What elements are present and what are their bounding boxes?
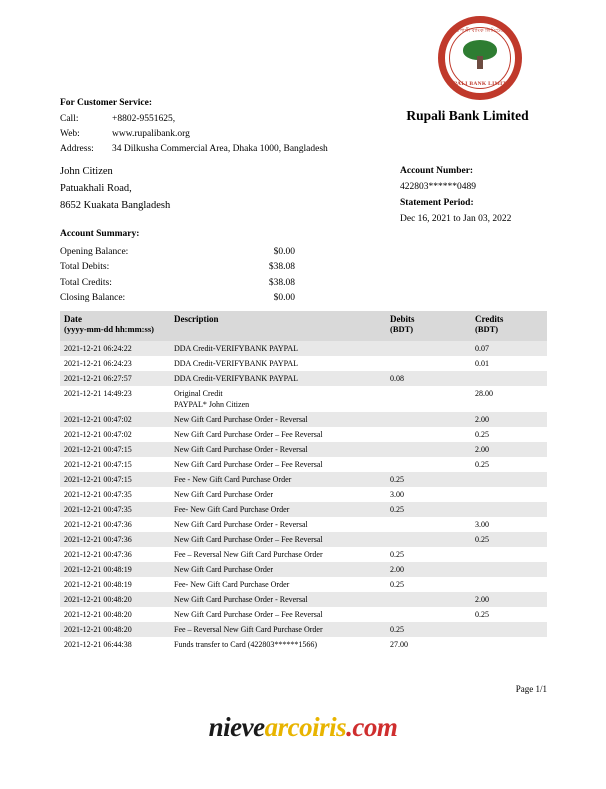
- cell-description-line1: DDA Credit-VERIFYBANK PAYPAL: [174, 344, 299, 353]
- cell-debit: [386, 356, 471, 371]
- cell-date: 2021-12-21 00:47:36: [60, 547, 170, 562]
- cell-credit: [471, 562, 547, 577]
- cell-description: [170, 502, 386, 517]
- table-row: [60, 562, 547, 577]
- cell-credit: 0.07: [471, 341, 547, 356]
- logo-bottom-text: RUPALI BANK LIMITED: [445, 81, 515, 87]
- watermark-part1: nieve: [208, 712, 265, 742]
- transactions-table-body: [60, 341, 547, 652]
- cell-description: [170, 457, 386, 472]
- cell-description-line1: New Gift Card Purchase Order – Fee Reversal: [174, 460, 323, 469]
- cell-credit: [471, 371, 547, 386]
- summary-row-debits: [60, 260, 295, 276]
- customer-address-line1: Patuakhali Road,: [60, 183, 132, 194]
- cell-description: [170, 532, 386, 547]
- cell-description-line1: Funds transfer to Card (422803******1566): [174, 640, 318, 649]
- cell-description-line1: Fee - New Gift Card Purchase Order: [174, 475, 292, 484]
- table-row: [60, 487, 547, 502]
- cell-credit: 0.25: [471, 532, 547, 547]
- cell-debit: 27.00: [386, 637, 471, 652]
- cell-date: 2021-12-21 00:47:15: [60, 457, 170, 472]
- table-row: [60, 442, 547, 457]
- bank-logo-block: [406, 16, 540, 124]
- customer-address-block: [60, 163, 170, 214]
- cell-credit: 2.00: [471, 442, 547, 457]
- column-header-debits: [386, 311, 471, 341]
- cell-debit: 2.00: [386, 562, 471, 577]
- column-header-debits-sub: (BDT): [390, 324, 414, 334]
- cell-debit: [386, 517, 471, 532]
- account-number-value: 422803******0489: [400, 182, 476, 192]
- cell-credit: [471, 637, 547, 652]
- column-header-credits-sub: (BDT): [475, 324, 499, 334]
- cell-description-line1: New Gift Card Purchase Order – Fee Reversal: [174, 610, 323, 619]
- cell-debit: [386, 532, 471, 547]
- watermark: [0, 712, 606, 743]
- column-header-debits-main: Debits: [390, 314, 415, 324]
- column-header-description-main: Description: [174, 314, 219, 324]
- cell-debit: 0.25: [386, 622, 471, 637]
- cell-debit: 0.25: [386, 577, 471, 592]
- bank-name: Rupali Bank Limited: [406, 108, 529, 123]
- column-header-date-sub: (yyyy-mm-dd hh:mm:ss): [64, 324, 154, 334]
- account-number-label: Account Number:: [400, 166, 474, 176]
- cell-date: 2021-12-21 06:27:57: [60, 371, 170, 386]
- cell-debit: 0.08: [386, 371, 471, 386]
- cell-description: [170, 356, 386, 371]
- cell-debit: [386, 341, 471, 356]
- summary-label-debits: Total Debits:: [60, 262, 110, 272]
- cell-debit: [386, 607, 471, 622]
- column-header-date-main: Date: [64, 314, 82, 324]
- cell-description-line1: DDA Credit-VERIFYBANK PAYPAL: [174, 359, 299, 368]
- column-header-date: [60, 311, 170, 341]
- cell-description-line1: New Gift Card Purchase Order: [174, 490, 274, 499]
- cell-date: 2021-12-21 06:24:23: [60, 356, 170, 371]
- cell-debit: [386, 427, 471, 442]
- account-summary-title: Account Summary:: [60, 229, 140, 239]
- cell-debit: 3.00: [386, 487, 471, 502]
- cell-description: [170, 517, 386, 532]
- cell-description-line1: New Gift Card Purchase Order - Reversal: [174, 595, 308, 604]
- customer-service-title: For Customer Service:: [60, 98, 152, 108]
- cell-date: 2021-12-21 00:47:02: [60, 427, 170, 442]
- customer-service-label-address: Address:: [60, 144, 94, 154]
- statement-period-value: Dec 16, 2021 to Jan 03, 2022: [400, 214, 512, 224]
- customer-service-value-web[interactable]: www.rupalibank.org: [112, 129, 190, 139]
- summary-row-credits: [60, 276, 295, 292]
- cell-description-line1: Original Credit: [174, 389, 223, 398]
- cell-credit: 28.00: [471, 386, 547, 412]
- cell-description: [170, 547, 386, 562]
- cell-description: [170, 412, 386, 427]
- cell-date: 2021-12-21 00:47:36: [60, 517, 170, 532]
- tree-icon: [463, 40, 497, 70]
- summary-row-closing: [60, 291, 295, 307]
- cell-description: [170, 592, 386, 607]
- cell-credit: [471, 472, 547, 487]
- cell-description: [170, 562, 386, 577]
- table-row: [60, 517, 547, 532]
- cell-date: 2021-12-21 14:49:23: [60, 386, 170, 412]
- cell-description-line1: New Gift Card Purchase Order – Fee Reversal: [174, 535, 323, 544]
- cell-date: 2021-12-21 06:24:22: [60, 341, 170, 356]
- summary-value-credits: $38.08: [268, 277, 295, 288]
- cell-date: 2021-12-21 00:47:36: [60, 532, 170, 547]
- cell-date: 2021-12-21 00:48:19: [60, 562, 170, 577]
- cell-credit: 0.01: [471, 356, 547, 371]
- cell-description-line1: DDA Credit-VERIFYBANK PAYPAL: [174, 374, 299, 383]
- cell-debit: [386, 386, 471, 412]
- cell-description: [170, 341, 386, 356]
- transactions-table-head: [60, 311, 547, 341]
- cell-debit: [386, 412, 471, 427]
- logo-top-text: রূপালী ব্যাংক লিমিটেড: [455, 29, 505, 34]
- customer-service-block: [60, 96, 328, 157]
- customer-service-row-web: [60, 127, 328, 142]
- table-row: [60, 592, 547, 607]
- customer-service-label-web: Web:: [60, 129, 80, 139]
- customer-service-label-call: Call:: [60, 114, 79, 124]
- cell-description: [170, 386, 386, 412]
- cell-debit: 0.25: [386, 472, 471, 487]
- bank-logo-icon: [438, 16, 522, 100]
- summary-label-opening: Opening Balance:: [60, 246, 129, 257]
- cell-description-line1: New Gift Card Purchase Order – Fee Reversal: [174, 430, 323, 439]
- cell-description-line1: New Gift Card Purchase Order - Reversal: [174, 520, 308, 529]
- column-header-description: [170, 311, 386, 341]
- account-info-block: [400, 163, 511, 227]
- column-header-credits: [471, 311, 547, 341]
- account-summary-block: [60, 227, 295, 307]
- cell-description-line2: PAYPAL* John Citizen: [174, 400, 250, 409]
- table-row: [60, 457, 547, 472]
- table-row: [60, 622, 547, 637]
- cell-date: 2021-12-21 00:48:19: [60, 577, 170, 592]
- cell-credit: [471, 487, 547, 502]
- cell-credit: 0.25: [471, 457, 547, 472]
- watermark-part2: arcoiris: [264, 712, 347, 742]
- cell-debit: [386, 442, 471, 457]
- page-number: Page 1/1: [515, 684, 547, 694]
- cell-credit: 0.25: [471, 427, 547, 442]
- cell-credit: 2.00: [471, 412, 547, 427]
- summary-value-debits: $38.08: [268, 262, 295, 272]
- cell-description: [170, 427, 386, 442]
- cell-description: [170, 487, 386, 502]
- cell-description: [170, 637, 386, 652]
- cell-description: [170, 622, 386, 637]
- customer-address-line2: 8652 Kuakata Bangladesh: [60, 200, 171, 211]
- cell-date: 2021-12-21 00:47:15: [60, 442, 170, 457]
- cell-credit: 2.00: [471, 592, 547, 607]
- summary-label-closing: Closing Balance:: [60, 293, 126, 303]
- cell-debit: [386, 592, 471, 607]
- cell-description-line1: New Gift Card Purchase Order - Reversal: [174, 415, 308, 424]
- table-row: [60, 341, 547, 356]
- cell-date: 2021-12-21 00:47:35: [60, 487, 170, 502]
- cell-date: 2021-12-21 06:44:38: [60, 637, 170, 652]
- statement-period-label: Statement Period:: [400, 198, 474, 208]
- table-row: [60, 472, 547, 487]
- table-row: [60, 637, 547, 652]
- cell-credit: [471, 577, 547, 592]
- table-row: [60, 547, 547, 562]
- summary-label-credits: Total Credits:: [60, 277, 112, 288]
- cell-description: [170, 577, 386, 592]
- customer-service-row-call: [60, 112, 328, 127]
- cell-credit: [471, 622, 547, 637]
- table-row: [60, 356, 547, 371]
- transactions-table: [60, 311, 547, 652]
- cell-date: 2021-12-21 00:47:35: [60, 502, 170, 517]
- summary-value-closing: $0.00: [273, 293, 295, 303]
- customer-service-value-address: 34 Dilkusha Commercial Area, Dhaka 1000, Bangladesh: [112, 144, 328, 154]
- cell-credit: [471, 502, 547, 517]
- table-row: [60, 386, 547, 412]
- table-row: [60, 532, 547, 547]
- cell-description: [170, 442, 386, 457]
- cell-description-line1: New Gift Card Purchase Order - Reversal: [174, 445, 308, 454]
- cell-date: 2021-12-21 00:48:20: [60, 607, 170, 622]
- table-row: [60, 427, 547, 442]
- cell-description: [170, 371, 386, 386]
- cell-date: 2021-12-21 00:47:15: [60, 472, 170, 487]
- column-header-credits-main: Credits: [475, 314, 504, 324]
- cell-credit: [471, 547, 547, 562]
- table-row: [60, 502, 547, 517]
- cell-description-line1: Fee- New Gift Card Purchase Order: [174, 505, 290, 514]
- summary-value-opening: $0.00: [273, 246, 295, 257]
- cell-debit: 0.25: [386, 502, 471, 517]
- table-row: [60, 412, 547, 427]
- cell-date: 2021-12-21 00:47:02: [60, 412, 170, 427]
- cell-description-line1: Fee – Reversal New Gift Card Purchase Order: [174, 550, 323, 559]
- watermark-part3: .com: [346, 712, 398, 742]
- cell-date: 2021-12-21 00:48:20: [60, 622, 170, 637]
- customer-service-value-call: +8802-9551625,: [112, 114, 176, 124]
- cell-description: [170, 607, 386, 622]
- customer-name: John Citizen: [60, 166, 113, 177]
- summary-row-opening: [60, 245, 295, 261]
- cell-debit: 0.25: [386, 547, 471, 562]
- table-row: [60, 577, 547, 592]
- cell-debit: [386, 457, 471, 472]
- table-row: [60, 607, 547, 622]
- cell-date: 2021-12-21 00:48:20: [60, 592, 170, 607]
- cell-description-line1: Fee- New Gift Card Purchase Order: [174, 580, 290, 589]
- cell-description-line1: Fee – Reversal New Gift Card Purchase Order: [174, 625, 323, 634]
- customer-service-row-address: [60, 142, 328, 157]
- cell-credit: 0.25: [471, 607, 547, 622]
- cell-description: [170, 472, 386, 487]
- transactions-header-row: [60, 311, 547, 341]
- table-row: [60, 371, 547, 386]
- cell-credit: 3.00: [471, 517, 547, 532]
- cell-description-line1: New Gift Card Purchase Order: [174, 565, 274, 574]
